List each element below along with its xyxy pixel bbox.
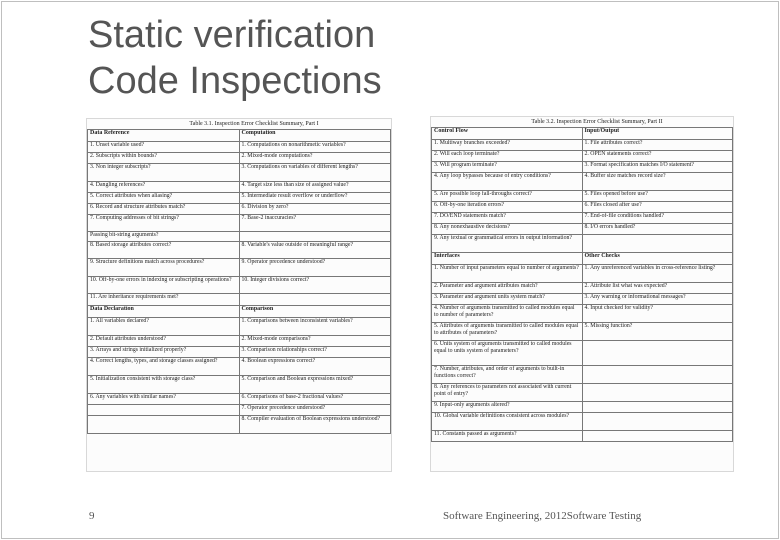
- table-row: [432, 384, 733, 402]
- table-row: [88, 232, 391, 242]
- table-cell: 5. Files opened before use?: [582, 191, 733, 202]
- table-cell: 6. Record and structure attributes match?: [88, 204, 240, 215]
- table-cell: 4. Input checked for validity?: [582, 305, 733, 323]
- table-cell: 9. Structure definitions match across procedures?: [88, 259, 240, 277]
- table-cell: 8. I/O errors handled?: [582, 224, 733, 235]
- table-cell: 5. Are possible loop fall-throughs correct?: [432, 191, 583, 202]
- table-row: [88, 204, 391, 215]
- table-row: [432, 413, 733, 431]
- table-cell: 5. Comparison and Boolean expressions mixed?: [239, 376, 391, 394]
- table-cell: 8. Any references to parameters not associated with current point of entry?: [432, 384, 583, 402]
- table-cell: 1. Comparisons between inconsistent variables?: [239, 318, 391, 336]
- footer-text: Software Engineering, 2012Software Testing: [443, 510, 642, 522]
- table1-caption: Table 3.1. Inspection Error Checklist Summary, Part I: [189, 121, 319, 127]
- table-row: [88, 306, 391, 318]
- table-cell: 4. Boolean expressions correct?: [239, 358, 391, 376]
- table-cell: 2. OPEN statements correct?: [582, 151, 733, 162]
- table-cell: [239, 294, 391, 306]
- table-cell: 10. Global variable definitions consistent across modules?: [432, 413, 583, 431]
- table-cell: 1. Computations on nonarithmetic variables?: [239, 142, 391, 153]
- table-cell: 3. Parameter and argument units system match?: [432, 294, 583, 305]
- table-row: [88, 318, 391, 336]
- table-row: [432, 431, 733, 442]
- table-cell: 2. Attribute list what was expected?: [582, 283, 733, 294]
- table-cell: 1. Unset variable used?: [88, 142, 240, 153]
- checklist-table-part1: [86, 118, 392, 472]
- table-cell: 8. Based storage attributes correct?: [88, 242, 240, 259]
- table-cell: 10. Integer divisions correct?: [239, 277, 391, 294]
- table-row: [88, 347, 391, 358]
- table-cell: 9. Operator precedence understood?: [239, 259, 391, 277]
- table-cell: 2. Subscripts within bounds?: [88, 153, 240, 164]
- table-section-header: Other Checks: [582, 253, 733, 265]
- table-row: [88, 142, 391, 153]
- table-row: [88, 358, 391, 376]
- table-row: [432, 140, 733, 151]
- table-cell: 7. End-of-file conditions handled?: [582, 213, 733, 224]
- table-cell: [582, 341, 733, 366]
- table-row: [432, 224, 733, 235]
- table-cell: [582, 366, 733, 384]
- table-cell: 4. Correct lengths, types, and storage classes assigned?: [88, 358, 240, 376]
- table-row: [88, 259, 391, 277]
- table-cell: 4. Target size less than size of assigned value?: [239, 182, 391, 193]
- table-cell: [88, 405, 240, 416]
- table-row: [432, 253, 733, 265]
- table-row: [432, 191, 733, 202]
- table-cell: [582, 402, 733, 413]
- table-cell: 3. Will program terminate?: [432, 162, 583, 173]
- slide-title: [88, 12, 382, 104]
- table-cell: 3. Comparison relationships correct?: [239, 347, 391, 358]
- table-cell: [582, 235, 733, 253]
- table-cell: 7. Computing addresses of bit strings?: [88, 215, 240, 232]
- table-row: [432, 323, 733, 341]
- table2-caption: Table 3.2. Inspection Error Checklist Summary, Part II: [531, 119, 663, 125]
- title-line-2: Code Inspections: [88, 60, 382, 102]
- table-cell: 9. Any textual or grammatical errors in output information?: [432, 235, 583, 253]
- table-row: [432, 151, 733, 162]
- table-cell: 3. Format specification matches I/O statement?: [582, 162, 733, 173]
- table-cell: 4. Any loop bypasses because of entry conditions?: [432, 173, 583, 191]
- table-row: [432, 366, 733, 384]
- table-cell: 3. Arrays and strings initialized properly?: [88, 347, 240, 358]
- table-section-header: Interfaces: [432, 253, 583, 265]
- table-row: [88, 394, 391, 405]
- table-cell: 7. DO/END statements match?: [432, 213, 583, 224]
- table-cell: 2. Parameter and argument attributes match?: [432, 283, 583, 294]
- table-cell: 6. Off-by-one iteration errors?: [432, 202, 583, 213]
- table-cell: Passing bit-string arguments?: [88, 232, 240, 242]
- table-cell: 6. Any variables with similar names?: [88, 394, 240, 405]
- table-cell: 6. Comparisons of base-2 fractional values?: [239, 394, 391, 405]
- table-cell: [582, 384, 733, 402]
- table-cell: 7. Number, attributes, and order of arguments to built-in functions correct?: [432, 366, 583, 384]
- table-cell: [582, 413, 733, 431]
- table-cell: 4. Buffer size matches record size?: [582, 173, 733, 191]
- table-row: [88, 416, 391, 434]
- page-number: 9: [89, 510, 95, 522]
- table-cell: 6. Division by zero?: [239, 204, 391, 215]
- table-cell: 4. Dangling references?: [88, 182, 240, 193]
- table-cell: 6. Files closed after use?: [582, 202, 733, 213]
- table-row: [432, 202, 733, 213]
- table-cell: 7. Base-2 inaccuracies?: [239, 215, 391, 232]
- table-cell: 6. Units system of arguments transmitted to called modules equal to units system of parameters?: [432, 341, 583, 366]
- table-cell: 5. Missing function?: [582, 323, 733, 341]
- table-cell: [582, 431, 733, 442]
- table-cell: 2. Mixed-mode computations?: [239, 153, 391, 164]
- table-cell: 8. Variable's value outside of meaningful range?: [239, 242, 391, 259]
- table-row: [432, 283, 733, 294]
- table-cell: 11. Are inheritance requirements met?: [88, 294, 240, 306]
- table-cell: 5. Attributes of arguments transmitted to called modules equal to attributes of parameters?: [432, 323, 583, 341]
- table-cell: 11. Constants passed as arguments?: [432, 431, 583, 442]
- table-row: [432, 305, 733, 323]
- table-row: [432, 265, 733, 283]
- table-cell: 1. Number of input parameters equal to number of arguments?: [432, 265, 583, 283]
- table-section-header: Control Flow: [432, 128, 583, 140]
- table1-grid: [87, 129, 391, 434]
- table-cell: 8. Compiler evaluation of Boolean expressions understood?: [239, 416, 391, 434]
- table-cell: 4. Number of arguments transmitted to called modules equal to number of parameters?: [432, 305, 583, 323]
- table-row: [88, 193, 391, 204]
- table-cell: 1. Any unreferenced variables in cross-reference listing?: [582, 265, 733, 283]
- table-cell: 3. Non integer subscripts?: [88, 164, 240, 182]
- table-cell: 2. Will each loop terminate?: [432, 151, 583, 162]
- table-row: [88, 153, 391, 164]
- checklist-table-part2: [430, 116, 734, 472]
- table-row: [432, 128, 733, 140]
- table-cell: 3. Computations on variables of different lengths?: [239, 164, 391, 182]
- table-cell: [239, 232, 391, 242]
- table-cell: 2. Default attributes understood?: [88, 336, 240, 347]
- table-row: [88, 182, 391, 193]
- table-cell: 8. Any nonexhaustive decisions?: [432, 224, 583, 235]
- table-cell: 1. Multiway branches exceeded?: [432, 140, 583, 151]
- table-cell: 3. Any warning or informational messages?: [582, 294, 733, 305]
- table-section-header: Data Declaration: [88, 306, 240, 318]
- table-row: [88, 242, 391, 259]
- table-row: [88, 164, 391, 182]
- table-row: [432, 294, 733, 305]
- table-row: [88, 405, 391, 416]
- table-cell: 5. Initialization consistent with storage class?: [88, 376, 240, 394]
- title-line-1: Static verification: [88, 14, 376, 56]
- table-cell: 9. Input-only arguments altered?: [432, 402, 583, 413]
- table-row: [88, 336, 391, 347]
- table-cell: 5. Correct attributes when aliasing?: [88, 193, 240, 204]
- table-row: [432, 402, 733, 413]
- table-row: [88, 294, 391, 306]
- table-cell: 1. All variables declared?: [88, 318, 240, 336]
- table-cell: 2. Mixed-mode comparisons?: [239, 336, 391, 347]
- table-row: [88, 277, 391, 294]
- table-section-header: Input/Output: [582, 128, 733, 140]
- table-row: [432, 341, 733, 366]
- table2-grid: [431, 127, 733, 442]
- table-row: [432, 213, 733, 224]
- table-row: [88, 215, 391, 232]
- table-cell: 5. Intermediate result overflow or underflow?: [239, 193, 391, 204]
- table-section-header: Comparison: [239, 306, 391, 318]
- table-row: [432, 235, 733, 253]
- table-section-header: Computation: [239, 130, 391, 142]
- table-row: [88, 130, 391, 142]
- table-row: [432, 173, 733, 191]
- table-section-header: Data Reference: [88, 130, 240, 142]
- table-row: [88, 376, 391, 394]
- table-row: [432, 162, 733, 173]
- table-cell: 1. File attributes correct?: [582, 140, 733, 151]
- table-cell: 7. Operator precedence understood?: [239, 405, 391, 416]
- table-cell: [88, 416, 240, 434]
- table-cell: 10. Off-by-one errors in indexing or subscripting operations?: [88, 277, 240, 294]
